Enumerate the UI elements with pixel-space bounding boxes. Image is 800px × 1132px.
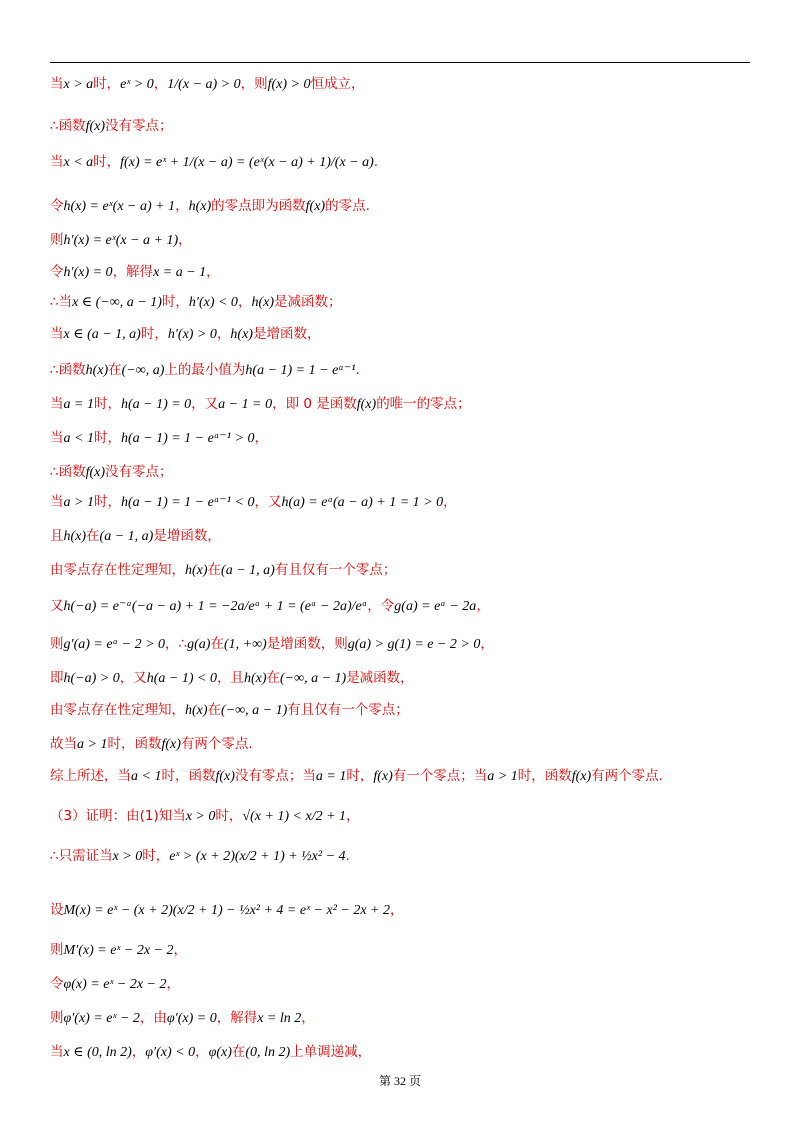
math-expression: a > 1 xyxy=(63,495,94,510)
header-rule xyxy=(50,62,750,63)
math-expression: f(x) > 0 xyxy=(267,77,311,92)
math-expression: (a − 1, a) xyxy=(99,529,154,544)
explanation-text: . xyxy=(345,848,350,864)
explanation-text: 恒成立， xyxy=(310,76,365,92)
explanation-text: ，令 xyxy=(367,598,395,614)
math-expression: f(x) xyxy=(85,119,106,134)
explanation-text: 在 xyxy=(231,1044,246,1060)
explanation-text: 则 xyxy=(50,636,64,652)
explanation-text: 由零点存在性定理知， xyxy=(50,562,185,578)
math-expression: f(x) = eˣ + 1/(x − a) = (eˣ(x − a) + 1)/(x − a) xyxy=(120,155,374,170)
explanation-text: ∴当 xyxy=(50,294,73,310)
explanation-text: 是增函数， xyxy=(153,528,221,544)
math-expression: f(x) xyxy=(356,397,377,412)
explanation-text: （3）证明：由(1)知当 xyxy=(50,808,186,824)
explanation-text: 又 xyxy=(50,598,64,614)
math-expression: (−∞, a) xyxy=(121,363,165,378)
explanation-text: ， xyxy=(173,942,187,958)
explanation-text: 没有零点； xyxy=(105,118,173,134)
math-expression: g(a) > g(1) = e − 2 > 0 xyxy=(347,637,481,652)
explanation-text: ∴函数 xyxy=(50,362,86,378)
explanation-text: 当 xyxy=(50,494,64,510)
explanation-text: 是增函数，则 xyxy=(266,636,348,652)
explanation-text: ，∴ xyxy=(165,636,188,652)
solution-line xyxy=(50,292,750,313)
math-expression: h(a − 1) = 0 xyxy=(120,397,192,412)
explanation-text: 时，函数 xyxy=(107,736,162,752)
math-expression: a = 1 xyxy=(315,769,347,784)
math-expression: f(x) xyxy=(373,769,393,784)
math-expression: (1, +∞) xyxy=(223,637,267,652)
solution-line xyxy=(50,428,750,449)
explanation-text: 时，函数 xyxy=(161,768,216,784)
explanation-text: ，又 xyxy=(119,670,147,686)
explanation-text: 时， xyxy=(93,396,121,412)
explanation-text: 故当 xyxy=(50,736,77,752)
math-expression: h(a − 1) = 1 − eᵃ⁻¹ < 0 xyxy=(120,495,255,510)
solution-line xyxy=(50,734,750,755)
math-expression: h′(x) < 0 xyxy=(188,295,238,310)
explanation-text: ，且 xyxy=(216,670,244,686)
solution-line xyxy=(50,806,750,827)
math-expression: a > 1 xyxy=(77,737,108,752)
explanation-text: 时， xyxy=(93,494,121,510)
explanation-text: 令 xyxy=(50,976,64,992)
solution-line xyxy=(50,940,750,961)
explanation-text: ， xyxy=(153,76,168,92)
math-expression: f(x) xyxy=(161,737,181,752)
math-expression: x ∈ (−∞, a − 1) xyxy=(72,295,162,310)
math-expression: x > 0 xyxy=(185,809,216,824)
explanation-text: 在 xyxy=(108,362,122,378)
math-expression: (0, ln 2) xyxy=(245,1045,291,1060)
math-expression: eˣ > 0 xyxy=(120,77,154,92)
solution-line xyxy=(50,196,750,217)
math-expression: h′(x) = 0 xyxy=(63,265,113,280)
math-expression: h(x) xyxy=(243,671,267,686)
math-expression: h(x) xyxy=(251,295,274,310)
math-expression: √(x + 1) < x/2 + 1 xyxy=(242,809,347,824)
explanation-text: ， xyxy=(131,1044,146,1060)
math-expression: x < a xyxy=(63,155,94,170)
explanation-text: 当 xyxy=(50,154,64,170)
explanation-text: . xyxy=(373,154,379,170)
explanation-text: 在 xyxy=(86,528,100,544)
math-expression: eˣ > (x + 2)(x/2 + 1) + ½x² − 4 xyxy=(169,849,346,864)
explanation-text: ， xyxy=(206,264,220,280)
math-expression: x = ln 2 xyxy=(257,1011,302,1026)
solution-line xyxy=(50,152,750,173)
explanation-text: ，则 xyxy=(240,76,268,92)
explanation-text: 当 xyxy=(50,396,64,412)
explanation-text: 时，函数 xyxy=(517,768,572,784)
math-expression: h(−a) = e⁻ᵃ(−a − a) + 1 = −2a/eᵃ + 1 = (eᵃ − 2a)/eᵃ xyxy=(63,599,368,614)
math-expression: a > 1 xyxy=(487,769,518,784)
explanation-text: ， xyxy=(216,326,231,342)
explanation-text: ， xyxy=(175,198,189,214)
explanation-text: ，解得 xyxy=(112,264,154,280)
explanation-text: ∴只需证当 xyxy=(50,848,113,864)
explanation-text: ， xyxy=(346,808,360,824)
math-expression: h(x) = eˣ(x − a) + 1 xyxy=(63,199,176,214)
explanation-text: 没有零点；当 xyxy=(234,768,316,784)
explanation-text: 时， xyxy=(142,848,170,864)
solution-line xyxy=(50,462,750,483)
explanation-text: 且 xyxy=(50,528,64,544)
math-expression: φ′(x) < 0 xyxy=(145,1045,196,1060)
explanation-text: 由零点存在性定理知， xyxy=(50,702,185,718)
math-expression: x ∈ (a − 1, a) xyxy=(63,327,141,342)
solution-line xyxy=(50,668,750,689)
explanation-text: 令 xyxy=(50,198,64,214)
solution-line xyxy=(50,262,750,283)
explanation-text: ， xyxy=(390,902,404,918)
solution-line xyxy=(50,230,750,251)
math-expression: a = 1 xyxy=(63,397,94,412)
explanation-text: 当 xyxy=(50,430,64,446)
solution-line xyxy=(50,1008,750,1029)
explanation-text: 当 xyxy=(50,1044,64,1060)
solution-line xyxy=(50,634,750,655)
math-expression: h(x) xyxy=(85,363,109,378)
math-expression: a − 1 = 0 xyxy=(218,397,273,412)
explanation-text: 上单调递减， xyxy=(290,1044,372,1060)
explanation-text: ， xyxy=(480,636,494,652)
explanation-text: 当 xyxy=(50,76,64,92)
explanation-text: 在 xyxy=(207,702,222,718)
math-expression: h′(x) > 0 xyxy=(167,327,217,342)
explanation-text: 则 xyxy=(50,942,64,958)
explanation-text: ，即 0 是函数 xyxy=(272,396,357,412)
math-expression: M(x) = eˣ − (x + 2)(x/2 + 1) − ½x² + 4 = eˣ − x² − 2x + 2 xyxy=(63,903,391,918)
explanation-text: 有一个零点；当 xyxy=(392,768,488,784)
explanation-text: ，又 xyxy=(254,494,282,510)
explanation-text: 则 xyxy=(50,232,64,248)
explanation-text: 则 xyxy=(50,1010,64,1026)
solution-line xyxy=(50,596,750,617)
explanation-text: 有两个零点. xyxy=(180,736,253,752)
explanation-text: 时， xyxy=(93,430,121,446)
math-expression: h′(x) = eˣ(x − a + 1) xyxy=(63,233,179,248)
explanation-text: . xyxy=(355,362,360,378)
explanation-text: 有且仅有一个零点； xyxy=(287,702,409,718)
math-expression: h(x) xyxy=(185,563,208,578)
math-expression: f(x) xyxy=(305,199,326,214)
solution-line xyxy=(50,492,750,513)
math-expression: h(a − 1) < 0 xyxy=(146,671,217,686)
math-expression: g′(a) = eᵃ − 2 > 0 xyxy=(63,637,166,652)
math-expression: x > 0 xyxy=(112,849,143,864)
explanation-text: 时， xyxy=(215,808,243,824)
explanation-text: 当 xyxy=(50,326,64,342)
math-expression: φ(x) = eˣ − 2x − 2 xyxy=(63,977,167,992)
explanation-text: ， xyxy=(178,232,192,248)
explanation-text: 时， xyxy=(346,768,374,784)
math-expression: h(a − 1) = 1 − eᵃ⁻¹ > 0 xyxy=(120,431,255,446)
explanation-text: 时， xyxy=(93,154,121,170)
explanation-text: 综上所述，当 xyxy=(50,768,131,784)
explanation-text: 在 xyxy=(207,562,222,578)
math-expression: h(x) xyxy=(188,199,212,214)
solution-line xyxy=(50,74,750,95)
math-expression: (−∞, a − 1) xyxy=(221,703,288,718)
math-expression: (−∞, a − 1) xyxy=(279,671,347,686)
solution-line xyxy=(50,560,750,581)
page-number: 第 32 页 xyxy=(378,1074,421,1088)
explanation-text: ， xyxy=(237,294,252,310)
solution-line xyxy=(50,900,750,921)
explanation-text: ， xyxy=(254,430,268,446)
math-expression: g(a) = eᵃ − 2a xyxy=(394,599,477,614)
math-expression: f(x) xyxy=(85,465,106,480)
explanation-text: 是减函数， xyxy=(346,670,414,686)
math-expression: g(a) xyxy=(187,637,211,652)
solution-line xyxy=(50,116,750,137)
math-expression: h(a) = eᵃ(a − a) + 1 = 1 > 0 xyxy=(281,495,444,510)
explanation-text: 时， xyxy=(161,294,189,310)
solution-line xyxy=(50,700,750,721)
math-expression: a < 1 xyxy=(63,431,94,446)
math-expression: 1/(x − a) > 0 xyxy=(167,77,241,92)
explanation-text: 的零点. xyxy=(325,198,370,214)
solution-line xyxy=(50,766,750,787)
solution-line xyxy=(50,360,750,381)
explanation-text: ， xyxy=(195,1044,209,1060)
explanation-text: ，解得 xyxy=(216,1010,258,1026)
solution-line xyxy=(50,526,750,547)
explanation-text: 的零点即为函数 xyxy=(211,198,306,214)
explanation-text: 没有零点； xyxy=(105,464,173,480)
solution-line xyxy=(50,324,750,345)
explanation-text: 有两个零点. xyxy=(591,768,663,784)
math-expression: φ′(x) = 0 xyxy=(166,1011,217,1026)
explanation-text: 有且仅有一个零点； xyxy=(274,562,397,578)
math-expression: h(x) xyxy=(230,327,253,342)
explanation-text: ， xyxy=(166,976,181,992)
solution-line xyxy=(50,974,750,995)
math-expression: φ(x) xyxy=(208,1045,232,1060)
explanation-text: 是减函数； xyxy=(273,294,342,310)
explanation-text: 的唯一的零点； xyxy=(376,396,471,412)
math-expression: h(a − 1) = 1 − eᵃ⁻¹ xyxy=(245,363,356,378)
explanation-text: 在 xyxy=(266,670,280,686)
explanation-text: 上的最小值为 xyxy=(164,362,246,378)
explanation-text: 令 xyxy=(50,264,64,280)
math-expression: h(x) xyxy=(63,529,87,544)
math-expression: x = a − 1 xyxy=(153,265,207,280)
math-expression: (a − 1, a) xyxy=(221,563,275,578)
explanation-text: 即 xyxy=(50,670,64,686)
math-expression: f(x) xyxy=(215,769,235,784)
solution-line xyxy=(50,1042,750,1063)
explanation-text: ，由 xyxy=(139,1010,167,1026)
explanation-text: ， xyxy=(476,598,490,614)
explanation-text: ， xyxy=(301,1010,315,1026)
explanation-text: ∴函数 xyxy=(50,118,86,134)
math-expression: h(x) xyxy=(185,703,208,718)
explanation-text: 时， xyxy=(93,76,121,92)
math-expression: M′(x) = eˣ − 2x − 2 xyxy=(63,943,174,958)
explanation-text: ，又 xyxy=(191,396,219,412)
explanation-text: 在 xyxy=(210,636,224,652)
math-expression: h(−a) > 0 xyxy=(63,671,120,686)
solution-line xyxy=(50,846,750,867)
math-expression: x > a xyxy=(63,77,94,92)
explanation-text: 是增函数， xyxy=(252,326,321,342)
explanation-text: 时， xyxy=(140,326,168,342)
explanation-text: ∴函数 xyxy=(50,464,86,480)
explanation-text: 设 xyxy=(50,902,64,918)
math-expression: a < 1 xyxy=(131,769,162,784)
solution-line xyxy=(50,394,750,415)
math-expression: f(x) xyxy=(571,769,592,784)
explanation-text: ， xyxy=(443,494,457,510)
math-expression: φ′(x) = eˣ − 2 xyxy=(63,1011,140,1026)
math-expression: x ∈ (0, ln 2) xyxy=(63,1045,132,1060)
